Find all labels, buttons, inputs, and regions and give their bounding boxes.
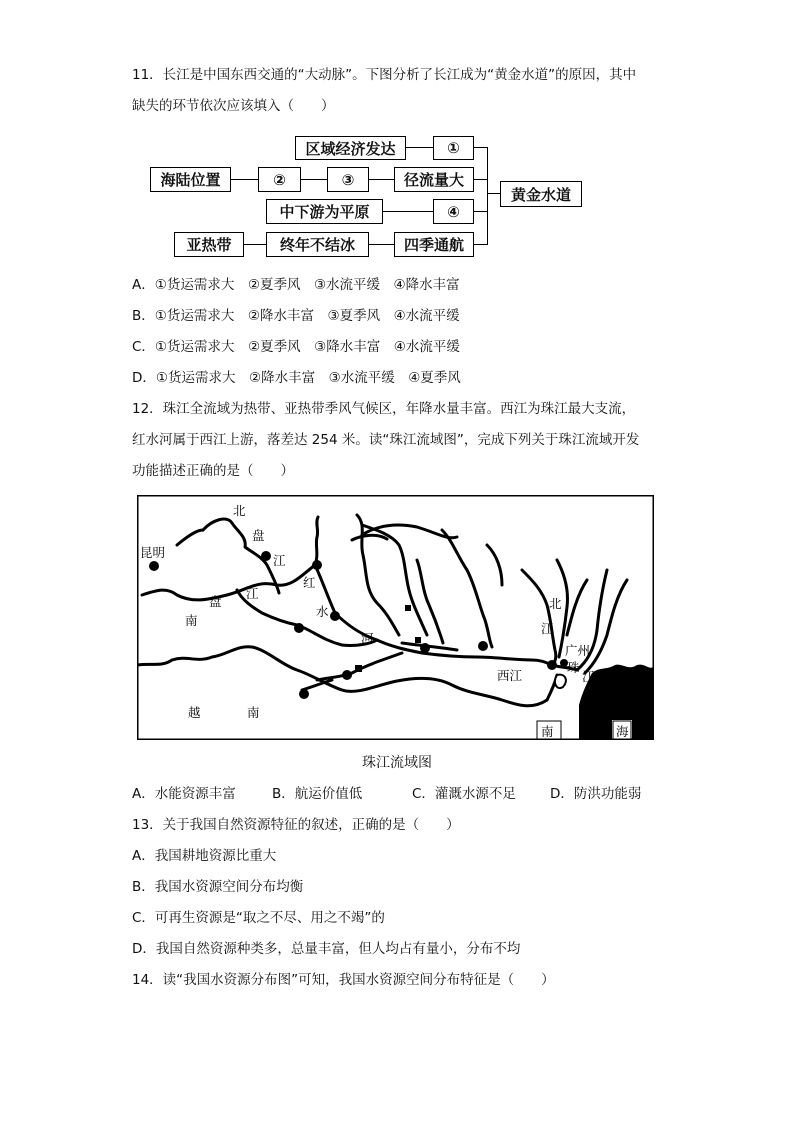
q11-option-c[interactable]: C．①货运需求大 ②夏季风 ③降水丰富 ④水流平缓 bbox=[132, 339, 460, 355]
line-bracket-golden bbox=[487, 193, 501, 194]
dot-kunming bbox=[149, 561, 159, 571]
dot-7 bbox=[547, 660, 557, 670]
dot-9 bbox=[299, 689, 309, 699]
label-jiang4: 江 bbox=[582, 669, 595, 684]
label-nan1: 南 bbox=[185, 613, 198, 628]
dot-1 bbox=[261, 551, 271, 561]
line-sealand-b2 bbox=[230, 179, 259, 180]
label-xijiang: 西江 bbox=[497, 668, 523, 683]
line-season-bracket bbox=[473, 244, 488, 245]
q12-option-c[interactable]: C．灌溉水源不足 bbox=[412, 786, 516, 802]
box-blank-3: ③ bbox=[327, 167, 369, 192]
q12-options-row bbox=[132, 785, 641, 803]
box-sea-land-position: 海陆位置 bbox=[150, 167, 231, 192]
q13-option-c[interactable]: C．可再生资源是“取之不尽、用之不竭”的 bbox=[132, 910, 385, 926]
box-plain: 中下游为平原 bbox=[266, 199, 383, 224]
line-plain-b4 bbox=[382, 211, 434, 212]
map-island-1 bbox=[555, 675, 566, 688]
line-b3-runoff bbox=[368, 179, 395, 180]
label-jiang3: 江 bbox=[541, 621, 554, 636]
box-blank-1: ① bbox=[433, 136, 474, 160]
q11-option-b[interactable]: B．①货运需求大 ②降水丰富 ③夏季风 ④水流平缓 bbox=[132, 308, 460, 324]
dot-11 bbox=[405, 605, 411, 611]
label-nan3: 南 bbox=[541, 724, 554, 739]
box-all-season: 四季通航 bbox=[394, 232, 474, 257]
dot-10 bbox=[355, 665, 362, 672]
box-region-economy: 区域经济发达 bbox=[295, 136, 406, 160]
q11-option-a[interactable]: A．①货运需求大 ②夏季风 ③水流平缓 ④降水丰富 bbox=[132, 277, 460, 293]
dot-2 bbox=[312, 560, 322, 570]
label-pan2: 盘 bbox=[209, 594, 222, 609]
line-noice-season bbox=[368, 244, 395, 245]
label-jiang2: 江 bbox=[246, 586, 259, 601]
label-shui: 水 bbox=[316, 604, 329, 619]
q12-stem-line3: 功能描述正确的是（ ） bbox=[132, 463, 294, 479]
dot-3 bbox=[330, 611, 340, 621]
label-kunming: 昆明 bbox=[140, 545, 166, 560]
box-no-ice: 终年不结冰 bbox=[266, 232, 369, 257]
q13-option-b[interactable]: B．我国水资源空间分布均衡 bbox=[132, 879, 304, 895]
dot-5 bbox=[420, 643, 430, 653]
box-runoff: 径流量大 bbox=[394, 167, 474, 192]
q12-option-b[interactable]: B．航运价值低 bbox=[272, 786, 363, 802]
label-bei2: 北 bbox=[549, 596, 562, 611]
label-zhu1: 珠 bbox=[567, 660, 580, 675]
q13-stem: 13．关于我国自然资源特征的叙述，正确的是（ ） bbox=[132, 817, 460, 833]
q13-option-a[interactable]: A．我国耕地资源比重大 bbox=[132, 848, 277, 864]
label-pan1: 盘 bbox=[252, 528, 265, 543]
q12-stem-line1: 12．珠江全流域为热带、亚热带季风气候区，年降水量丰富。西江为珠江最大支流， bbox=[132, 401, 636, 417]
map-caption: 珠江流域图 bbox=[362, 755, 432, 771]
label-yue: 越 bbox=[188, 705, 201, 720]
pearl-river-map bbox=[137, 495, 654, 740]
q11-stem-line1: 11．长江是中国东西交通的“大动脉”。下图分析了长江成为“黄金水道”的原因，其中 bbox=[132, 67, 637, 83]
q13-option-d[interactable]: D．我国自然资源种类多，总量丰富，但人均占有量小，分布不均 bbox=[132, 941, 521, 957]
label-hai: 海 bbox=[616, 724, 629, 739]
map-frame bbox=[138, 496, 654, 740]
label-hong: 红 bbox=[303, 575, 316, 590]
q11-option-d[interactable]: D．①货运需求大 ②降水丰富 ③水流平缓 ④夏季风 bbox=[132, 370, 461, 386]
label-he: 河 bbox=[361, 631, 374, 646]
q12-option-a[interactable]: A．水能资源丰富 bbox=[132, 786, 236, 802]
q12-option-d[interactable]: D．防洪功能弱 bbox=[550, 786, 642, 802]
dot-8 bbox=[342, 670, 352, 680]
label-kou: 口 bbox=[583, 725, 596, 740]
label-zhu2: 珠 bbox=[583, 693, 596, 708]
box-blank-4: ④ bbox=[433, 199, 474, 224]
q11-stem-line2: 缺失的环节依次应该填入（ ） bbox=[132, 98, 335, 114]
line-b1-bracket bbox=[473, 147, 488, 148]
line-b4-bracket bbox=[473, 211, 488, 212]
dot-6 bbox=[478, 641, 488, 651]
label-jiang1: 江 bbox=[273, 553, 286, 568]
line-subtrop-noice bbox=[243, 244, 267, 245]
label-nan2: 南 bbox=[247, 705, 260, 720]
label-jiang5: 江 bbox=[583, 709, 596, 724]
dot-4 bbox=[294, 623, 304, 633]
q12-stem-line2: 红水河属于西江上游，落差达 254 米。读“珠江流域图”，完成下列关于珠江流域开发 bbox=[132, 432, 640, 448]
line-bracket-vertical bbox=[487, 147, 488, 245]
line-b2-b3 bbox=[300, 179, 328, 180]
line-runoff-bracket bbox=[473, 179, 488, 180]
line-region-b1 bbox=[405, 147, 435, 148]
dot-12 bbox=[415, 637, 421, 643]
box-golden-waterway: 黄金水道 bbox=[500, 181, 582, 207]
box-blank-2: ② bbox=[258, 167, 301, 192]
label-bei: 北 bbox=[233, 503, 246, 518]
label-guangzhou: 广州 bbox=[565, 643, 591, 658]
box-subtropical: 亚热带 bbox=[174, 232, 244, 257]
q14-stem: 14．读“我国水资源分布图”可知，我国水资源空间分布特征是（ ） bbox=[132, 972, 555, 988]
